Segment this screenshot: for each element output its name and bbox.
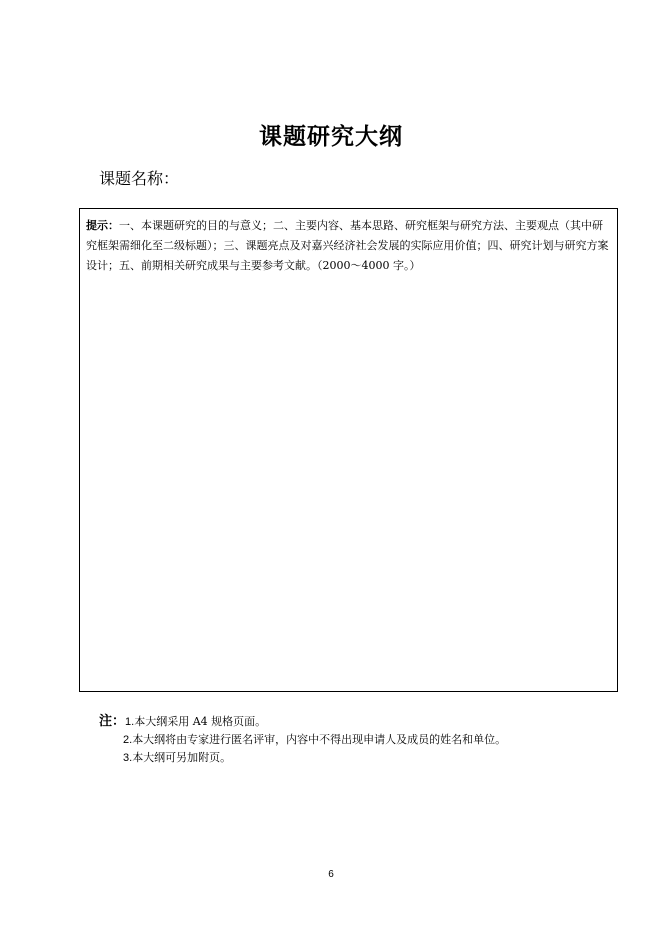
page-title: 课题研究大纲 (259, 124, 403, 150)
note-number: 3. (123, 752, 133, 764)
note-text: 本大纲可另加附页。 (132, 751, 232, 764)
notes-label: 注： (99, 714, 126, 729)
note-text: 本大纲采用 A4 规格页面。 (134, 715, 267, 728)
note-number: 2. (123, 734, 133, 746)
note-text: 本大纲将由专家进行匿名评审，内容中不得出现申请人及成员的姓名和单位。 (132, 733, 507, 746)
hint-text: 一、本课题研究的目的与意义；二、主要内容、基本思路、研究框架与研究方法、主要观点（其中研究框架需细化至二级标题）；三、课题亮点及对嘉兴经济社会发展的实际应用价值；四、研究计划与研究方案设计；五、前期相关研究成果与主要参考文献。（2000～4000 字。） (86, 219, 609, 272)
hint-label: 提示： (86, 219, 119, 232)
topic-name-label: 课题名称： (99, 169, 180, 188)
note-item-2 (99, 731, 506, 749)
notes-section (99, 713, 506, 767)
note-number: 1. (125, 716, 135, 728)
note-item-3 (99, 749, 506, 767)
outline-content-box[interactable] (79, 208, 618, 692)
hint-paragraph (86, 216, 612, 276)
page-number: 6 (328, 869, 334, 880)
note-item-1 (99, 713, 506, 731)
